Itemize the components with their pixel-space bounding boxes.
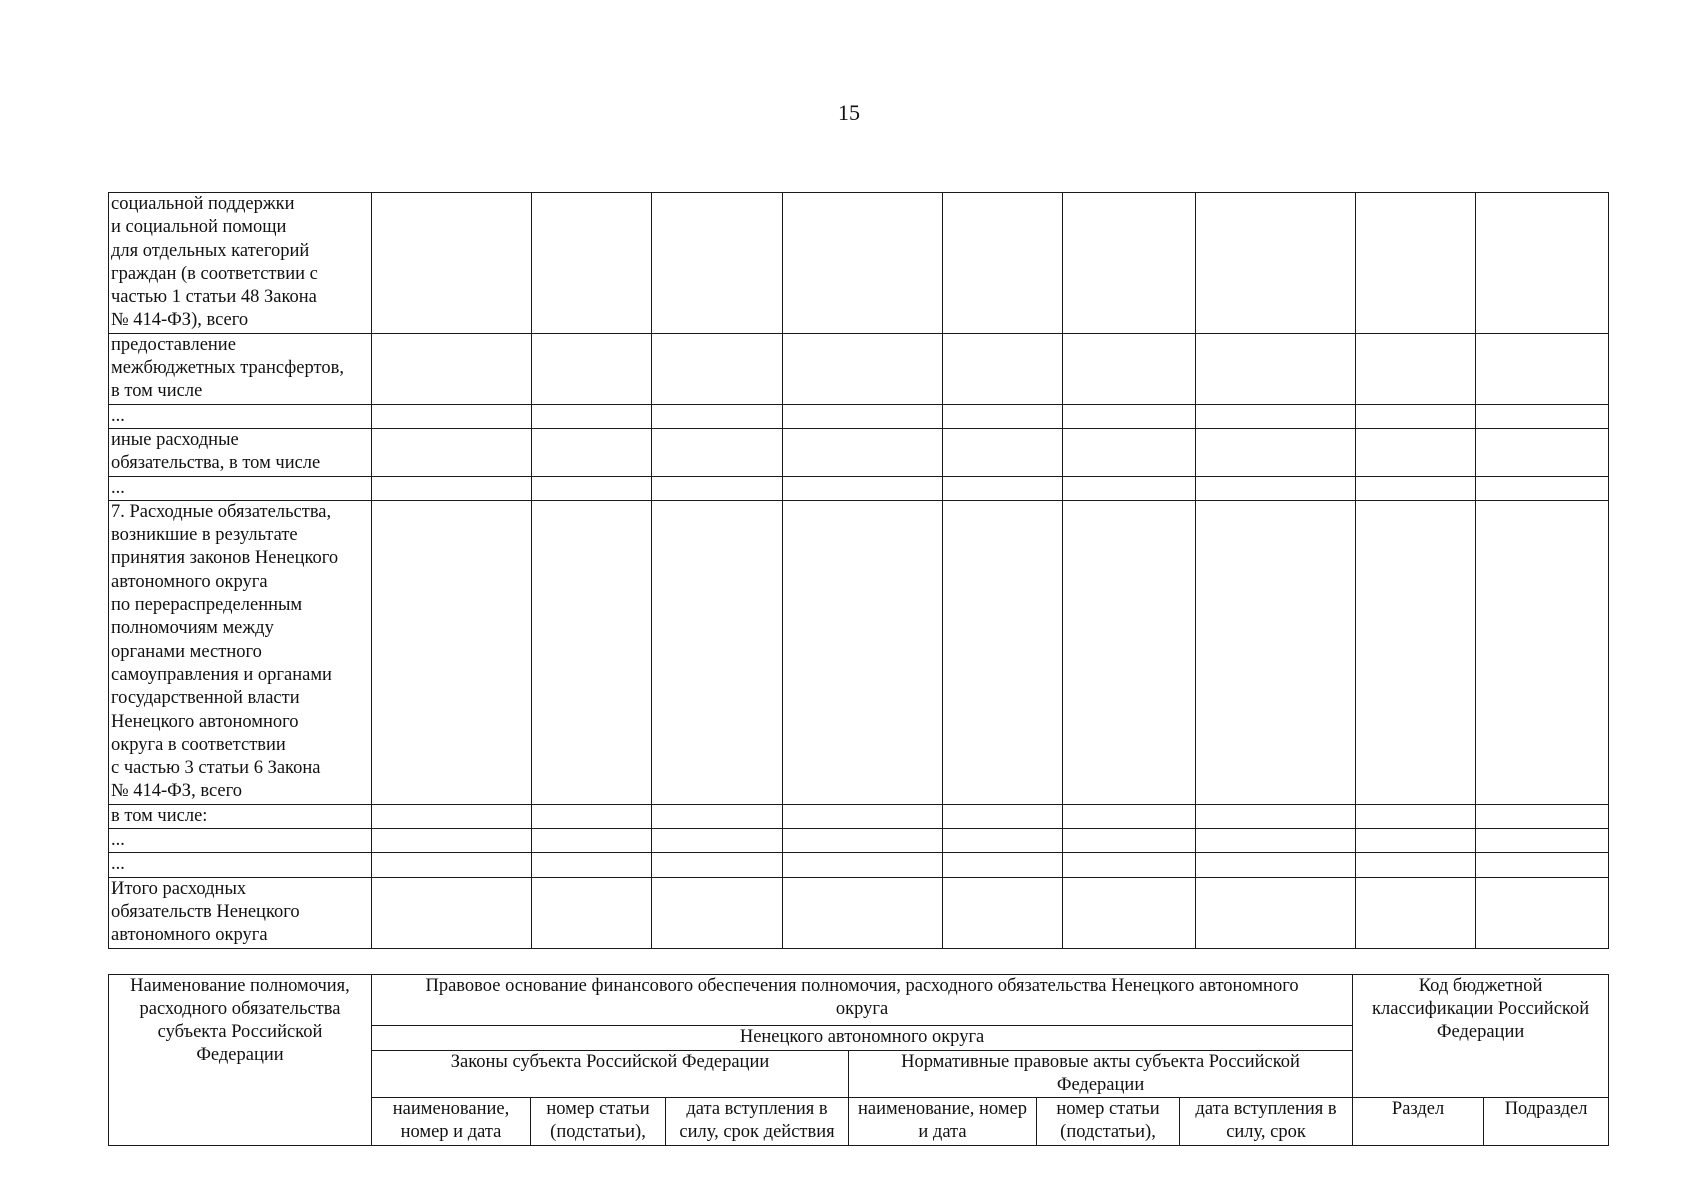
acts-name-number-date-header: наименование, номер и дата xyxy=(849,1098,1037,1146)
empty-cell xyxy=(783,193,943,334)
empty-cell xyxy=(783,476,943,500)
empty-cell xyxy=(943,853,1063,877)
empty-cell xyxy=(1063,476,1196,500)
empty-cell xyxy=(1356,404,1476,428)
empty-cell xyxy=(943,404,1063,428)
row-label: ... xyxy=(109,853,372,877)
empty-cell xyxy=(1356,853,1476,877)
empty-cell xyxy=(943,193,1063,334)
empty-cell xyxy=(652,500,783,804)
empty-cell xyxy=(943,428,1063,476)
empty-cell xyxy=(943,804,1063,828)
empty-cell xyxy=(783,853,943,877)
empty-cell xyxy=(1196,428,1356,476)
empty-cell xyxy=(1476,804,1609,828)
empty-cell xyxy=(1476,476,1609,500)
empty-cell xyxy=(652,877,783,948)
empty-cell xyxy=(783,829,943,853)
authority-name-header: Наименование полномочия, расходного обязательства субъекта Российской Федерации xyxy=(109,975,372,1146)
table-row xyxy=(109,333,1609,404)
empty-cell xyxy=(943,500,1063,804)
empty-cell xyxy=(372,333,532,404)
empty-cell xyxy=(783,404,943,428)
empty-cell xyxy=(1063,853,1196,877)
row-label: социальной поддержки и социальной помощи для отдельных категорий граждан (в соответствии с частью 1 статьи 48 Закона № 414-ФЗ), всего xyxy=(109,193,372,334)
section-header: Раздел xyxy=(1353,1098,1484,1146)
empty-cell xyxy=(1356,500,1476,804)
laws-header: Законы субъекта Российской Федерации xyxy=(372,1051,849,1098)
table-row xyxy=(109,193,1609,334)
empty-cell xyxy=(1356,877,1476,948)
empty-cell xyxy=(372,853,532,877)
empty-cell xyxy=(532,193,652,334)
row-label: ... xyxy=(109,476,372,500)
empty-cell xyxy=(783,333,943,404)
empty-cell xyxy=(1196,193,1356,334)
empty-cell xyxy=(1356,476,1476,500)
empty-cell xyxy=(532,829,652,853)
empty-cell xyxy=(372,193,532,334)
empty-cell xyxy=(943,476,1063,500)
empty-cell xyxy=(372,428,532,476)
table-row xyxy=(109,500,1609,804)
table-row xyxy=(109,829,1609,853)
empty-cell xyxy=(1063,428,1196,476)
upper-table-body xyxy=(109,193,1609,949)
empty-cell xyxy=(372,829,532,853)
empty-cell xyxy=(1196,500,1356,804)
empty-cell xyxy=(783,877,943,948)
empty-cell xyxy=(1196,333,1356,404)
empty-cell xyxy=(1196,877,1356,948)
empty-cell xyxy=(1063,804,1196,828)
page-number: 15 xyxy=(838,100,860,125)
empty-cell xyxy=(783,500,943,804)
empty-cell xyxy=(652,333,783,404)
empty-cell xyxy=(652,853,783,877)
empty-cell xyxy=(532,804,652,828)
empty-cell xyxy=(1063,193,1196,334)
empty-cell xyxy=(652,193,783,334)
empty-cell xyxy=(652,404,783,428)
empty-cell xyxy=(532,853,652,877)
empty-cell xyxy=(532,428,652,476)
empty-cell xyxy=(1063,500,1196,804)
empty-cell xyxy=(532,500,652,804)
empty-cell xyxy=(652,829,783,853)
empty-cell xyxy=(1196,829,1356,853)
empty-cell xyxy=(532,476,652,500)
empty-cell xyxy=(1476,500,1609,804)
table-row xyxy=(109,877,1609,948)
empty-cell xyxy=(1476,428,1609,476)
table-row xyxy=(109,404,1609,428)
empty-cell xyxy=(1196,853,1356,877)
empty-cell xyxy=(783,804,943,828)
empty-cell xyxy=(532,333,652,404)
empty-cell xyxy=(1476,829,1609,853)
empty-cell xyxy=(532,404,652,428)
empty-cell xyxy=(652,476,783,500)
empty-cell xyxy=(372,404,532,428)
empty-cell xyxy=(1063,829,1196,853)
row-label: 7. Расходные обязательства, возникшие в результате принятия законов Ненецкого автономного округа по перераспределенным полномочиям между органами местного самоуправления и органами государственной власти Ненецкого автономного округа в соответствии с частью 3 статьи 6 Закона № 414-ФЗ, всего xyxy=(109,500,372,804)
row-label: предоставление межбюджетных трансфертов, в том числе xyxy=(109,333,372,404)
budget-code-header: Код бюджетной классификации Российской Федерации xyxy=(1353,975,1609,1098)
empty-cell xyxy=(372,500,532,804)
empty-cell xyxy=(1356,193,1476,334)
subsection-header: Подраздел xyxy=(1484,1098,1609,1146)
empty-cell xyxy=(943,333,1063,404)
empty-cell xyxy=(652,804,783,828)
upper-table xyxy=(108,192,1609,949)
acts-header: Нормативные правовые акты субъекта Российской Федерации xyxy=(849,1051,1353,1098)
empty-cell xyxy=(943,877,1063,948)
empty-cell xyxy=(1356,829,1476,853)
empty-cell xyxy=(1356,428,1476,476)
table-row xyxy=(109,853,1609,877)
legal-basis-subheader: Ненецкого автономного округа xyxy=(372,1026,1353,1051)
row-label: ... xyxy=(109,404,372,428)
empty-cell xyxy=(372,804,532,828)
laws-article-number-header: номер статьи (подстатьи), xyxy=(531,1098,666,1146)
empty-cell xyxy=(783,428,943,476)
empty-cell xyxy=(1356,804,1476,828)
empty-cell xyxy=(372,476,532,500)
empty-cell xyxy=(652,428,783,476)
empty-cell xyxy=(1476,877,1609,948)
empty-cell xyxy=(1196,404,1356,428)
empty-cell xyxy=(1196,476,1356,500)
empty-cell xyxy=(1476,404,1609,428)
acts-article-number-header: номер статьи (подстатьи), xyxy=(1037,1098,1180,1146)
row-label: иные расходные обязательства, в том числе xyxy=(109,428,372,476)
laws-name-number-date-header: наименование, номер и дата xyxy=(372,1098,531,1146)
table-row xyxy=(109,804,1609,828)
legal-basis-header: Правовое основание финансового обеспечения полномочия, расходного обязательства Ненецкого автономного округа xyxy=(372,975,1353,1026)
empty-cell xyxy=(1196,804,1356,828)
empty-cell xyxy=(1356,333,1476,404)
empty-cell xyxy=(1476,853,1609,877)
row-label: ... xyxy=(109,829,372,853)
empty-cell xyxy=(1476,193,1609,334)
empty-cell xyxy=(372,877,532,948)
empty-cell xyxy=(1476,333,1609,404)
empty-cell xyxy=(943,829,1063,853)
row-label: в том числе: xyxy=(109,804,372,828)
table-row xyxy=(109,476,1609,500)
lower-table xyxy=(108,974,1609,1146)
empty-cell xyxy=(1063,404,1196,428)
empty-cell xyxy=(1063,333,1196,404)
empty-cell xyxy=(1063,877,1196,948)
laws-effective-date-header: дата вступления в силу, срок действия xyxy=(666,1098,849,1146)
row-label: Итого расходных обязательств Ненецкого автономного округа xyxy=(109,877,372,948)
acts-effective-date-header: дата вступления в силу, срок xyxy=(1180,1098,1353,1146)
empty-cell xyxy=(532,877,652,948)
table-row xyxy=(109,428,1609,476)
